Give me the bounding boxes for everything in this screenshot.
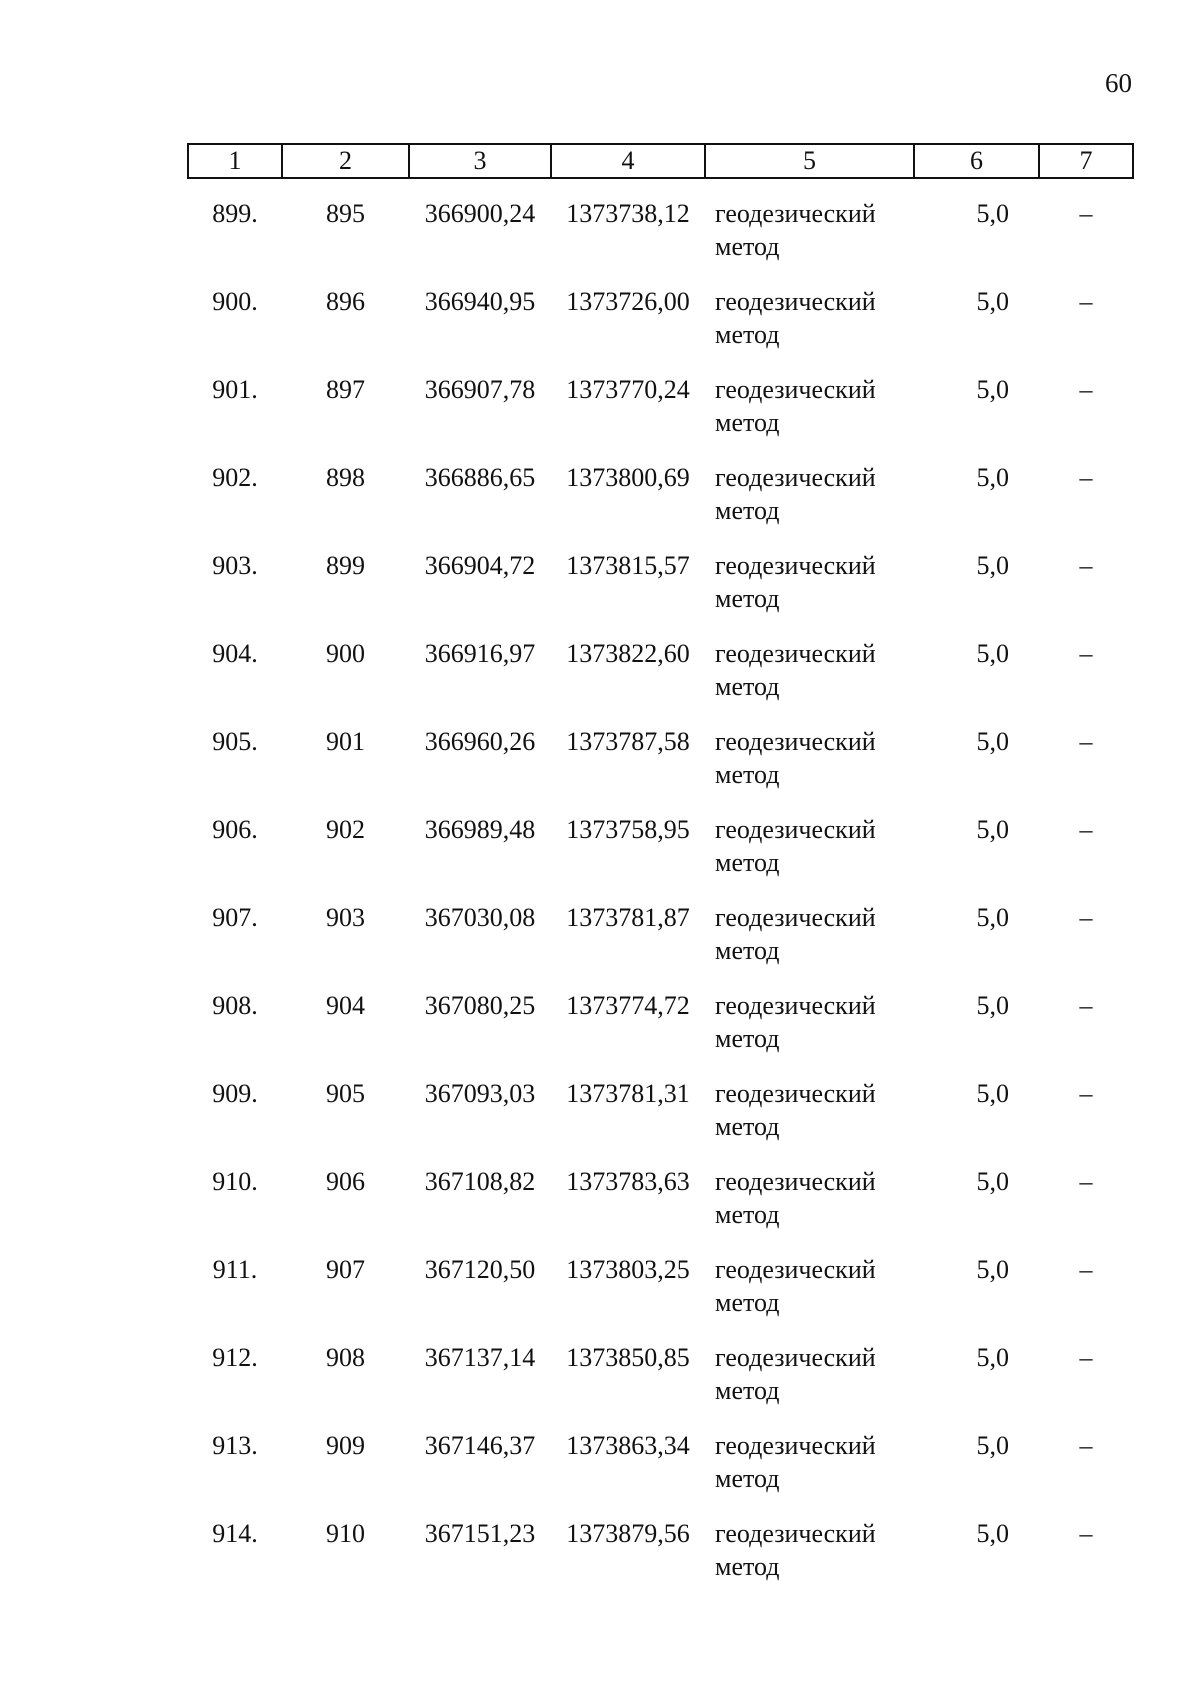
table-row <box>188 1253 1133 1341</box>
table-row <box>188 178 1133 285</box>
y-coordinate: 1373774,72 <box>566 991 690 1020</box>
note-value: – <box>1079 727 1093 756</box>
method-line-2: метод <box>715 760 780 789</box>
method-cell <box>705 901 914 989</box>
y-coordinate: 1373758,95 <box>566 815 690 844</box>
table-row <box>188 549 1133 637</box>
method-line-1: геодезический <box>715 1519 876 1548</box>
coordinates-table <box>187 143 1134 1605</box>
accuracy-value: 5,0 <box>976 1167 1009 1196</box>
row-number: 912. <box>212 1343 258 1372</box>
header-cell-5: 5 <box>705 144 914 178</box>
method-line-1: геодезический <box>715 199 876 228</box>
point-number: 899 <box>326 551 365 580</box>
method-cell <box>705 1517 914 1605</box>
accuracy-value: 5,0 <box>976 1079 1009 1108</box>
method-cell <box>705 989 914 1077</box>
method-cell <box>705 461 914 549</box>
header-cell-7: 7 <box>1039 144 1133 178</box>
row-number: 904. <box>212 639 258 668</box>
note-value: – <box>1079 1343 1093 1372</box>
note-value: – <box>1079 991 1093 1020</box>
method-cell <box>705 1341 914 1429</box>
method-line-1: геодезический <box>715 991 876 1020</box>
table-row <box>188 285 1133 373</box>
y-coordinate: 1373738,12 <box>566 199 690 228</box>
x-coordinate: 367146,37 <box>424 1431 536 1460</box>
method-line-2: метод <box>715 1200 780 1229</box>
accuracy-value: 5,0 <box>976 287 1009 316</box>
accuracy-value: 5,0 <box>976 991 1009 1020</box>
method-line-2: метод <box>715 848 780 877</box>
method-line-2: метод <box>715 1552 780 1581</box>
note-value: – <box>1079 1079 1093 1108</box>
method-line-1: геодезический <box>715 463 876 492</box>
accuracy-value: 5,0 <box>976 727 1009 756</box>
note-value: – <box>1079 375 1093 404</box>
accuracy-value: 5,0 <box>976 815 1009 844</box>
accuracy-value: 5,0 <box>976 1343 1009 1372</box>
row-number: 901. <box>212 375 258 404</box>
accuracy-value: 5,0 <box>976 375 1009 404</box>
method-line-1: геодезический <box>715 551 876 580</box>
note-value: – <box>1079 287 1093 316</box>
accuracy-value: 5,0 <box>976 1431 1009 1460</box>
note-value: – <box>1079 1255 1093 1284</box>
point-number: 898 <box>326 463 365 492</box>
point-number: 903 <box>326 903 365 932</box>
point-number: 902 <box>326 815 365 844</box>
point-number: 896 <box>326 287 365 316</box>
header-cell-4: 4 <box>551 144 705 178</box>
method-line-1: геодезический <box>715 1343 876 1372</box>
header-cell-3: 3 <box>409 144 551 178</box>
row-number: 903. <box>212 551 258 580</box>
accuracy-value: 5,0 <box>976 551 1009 580</box>
method-line-1: геодезический <box>715 287 876 316</box>
note-value: – <box>1079 903 1093 932</box>
note-value: – <box>1079 463 1093 492</box>
y-coordinate: 1373815,57 <box>566 551 690 580</box>
x-coordinate: 366907,78 <box>424 375 536 404</box>
method-line-2: метод <box>715 320 780 349</box>
method-cell <box>705 1165 914 1253</box>
table-row <box>188 901 1133 989</box>
point-number: 901 <box>326 727 365 756</box>
point-number: 907 <box>326 1255 365 1284</box>
accuracy-value: 5,0 <box>976 639 1009 668</box>
x-coordinate: 367120,50 <box>424 1255 536 1284</box>
point-number: 909 <box>326 1431 365 1460</box>
y-coordinate: 1373770,24 <box>566 375 690 404</box>
header-cell-6: 6 <box>914 144 1039 178</box>
method-line-1: геодезический <box>715 903 876 932</box>
method-line-2: метод <box>715 1024 780 1053</box>
method-line-1: геодезический <box>715 375 876 404</box>
x-coordinate: 367137,14 <box>424 1343 536 1372</box>
note-value: – <box>1079 199 1093 228</box>
x-coordinate: 367151,23 <box>424 1519 536 1548</box>
row-number: 900. <box>212 287 258 316</box>
row-number: 908. <box>212 991 258 1020</box>
header-row <box>188 144 1133 178</box>
method-line-2: метод <box>715 936 780 965</box>
method-line-2: метод <box>715 672 780 701</box>
method-cell <box>705 549 914 637</box>
table-row <box>188 1429 1133 1517</box>
method-line-2: метод <box>715 1288 780 1317</box>
accuracy-value: 5,0 <box>976 199 1009 228</box>
table-row <box>188 1517 1133 1605</box>
accuracy-value: 5,0 <box>976 1255 1009 1284</box>
method-line-2: метод <box>715 408 780 437</box>
x-coordinate: 367108,82 <box>424 1167 536 1196</box>
table-row <box>188 461 1133 549</box>
note-value: – <box>1079 551 1093 580</box>
x-coordinate: 366886,65 <box>424 463 536 492</box>
method-line-1: геодезический <box>715 727 876 756</box>
header-cell-1: 1 <box>188 144 282 178</box>
y-coordinate: 1373781,87 <box>566 903 690 932</box>
note-value: – <box>1079 1431 1093 1460</box>
table-row <box>188 1341 1133 1429</box>
point-number: 904 <box>326 991 365 1020</box>
table-row <box>188 725 1133 813</box>
y-coordinate: 1373850,85 <box>566 1343 690 1372</box>
y-coordinate: 1373822,60 <box>566 639 690 668</box>
row-number: 914. <box>212 1519 258 1548</box>
method-cell <box>705 373 914 461</box>
method-line-2: метод <box>715 1376 780 1405</box>
x-coordinate: 367030,08 <box>424 903 536 932</box>
y-coordinate: 1373726,00 <box>566 287 690 316</box>
method-line-1: геодезический <box>715 815 876 844</box>
point-number: 910 <box>326 1519 365 1548</box>
method-line-1: геодезический <box>715 1431 876 1460</box>
x-coordinate: 367080,25 <box>424 991 536 1020</box>
method-line-1: геодезический <box>715 1255 876 1284</box>
table-header <box>188 144 1133 178</box>
note-value: – <box>1079 815 1093 844</box>
point-number: 897 <box>326 375 365 404</box>
table-row <box>188 637 1133 725</box>
row-number: 911. <box>212 1255 258 1284</box>
method-line-2: метод <box>715 496 780 525</box>
row-number: 910. <box>212 1167 258 1196</box>
row-number: 902. <box>212 463 258 492</box>
method-line-2: метод <box>715 232 780 261</box>
method-cell <box>705 813 914 901</box>
y-coordinate: 1373879,56 <box>566 1519 690 1548</box>
table-row <box>188 1077 1133 1165</box>
y-coordinate: 1373781,31 <box>566 1079 690 1108</box>
note-value: – <box>1079 639 1093 668</box>
method-cell <box>705 637 914 725</box>
method-cell <box>705 725 914 813</box>
table-row <box>188 989 1133 1077</box>
row-number: 909. <box>212 1079 258 1108</box>
method-line-1: геодезический <box>715 1167 876 1196</box>
row-number: 905. <box>212 727 258 756</box>
method-line-2: метод <box>715 1112 780 1141</box>
x-coordinate: 366989,48 <box>424 815 536 844</box>
y-coordinate: 1373803,25 <box>566 1255 690 1284</box>
page-number: 60 <box>1105 68 1132 98</box>
method-cell <box>705 1253 914 1341</box>
x-coordinate: 366900,24 <box>424 199 536 228</box>
y-coordinate: 1373800,69 <box>566 463 690 492</box>
method-cell <box>705 1429 914 1517</box>
table-row <box>188 813 1133 901</box>
method-line-1: геодезический <box>715 1079 876 1108</box>
x-coordinate: 367093,03 <box>424 1079 536 1108</box>
y-coordinate: 1373863,34 <box>566 1431 690 1460</box>
method-line-2: метод <box>715 1464 780 1493</box>
y-coordinate: 1373787,58 <box>566 727 690 756</box>
note-value: – <box>1079 1167 1093 1196</box>
accuracy-value: 5,0 <box>976 903 1009 932</box>
point-number: 908 <box>326 1343 365 1372</box>
point-number: 905 <box>326 1079 365 1108</box>
row-number: 913. <box>212 1431 258 1460</box>
x-coordinate: 366940,95 <box>424 287 536 316</box>
accuracy-value: 5,0 <box>976 1519 1009 1548</box>
method-cell <box>705 285 914 373</box>
method-cell <box>705 1077 914 1165</box>
note-value: – <box>1079 1519 1093 1548</box>
table-row <box>188 373 1133 461</box>
x-coordinate: 366904,72 <box>424 551 536 580</box>
table-row <box>188 1165 1133 1253</box>
y-coordinate: 1373783,63 <box>566 1167 690 1196</box>
row-number: 899. <box>212 199 258 228</box>
x-coordinate: 366960,26 <box>424 727 536 756</box>
row-number: 907. <box>212 903 258 932</box>
method-cell <box>705 178 914 285</box>
method-line-2: метод <box>715 584 780 613</box>
table-body <box>188 178 1133 1605</box>
point-number: 895 <box>326 199 365 228</box>
point-number: 900 <box>326 639 365 668</box>
row-number: 906. <box>212 815 258 844</box>
header-cell-2: 2 <box>282 144 409 178</box>
x-coordinate: 366916,97 <box>424 639 536 668</box>
point-number: 906 <box>326 1167 365 1196</box>
accuracy-value: 5,0 <box>976 463 1009 492</box>
method-line-1: геодезический <box>715 639 876 668</box>
